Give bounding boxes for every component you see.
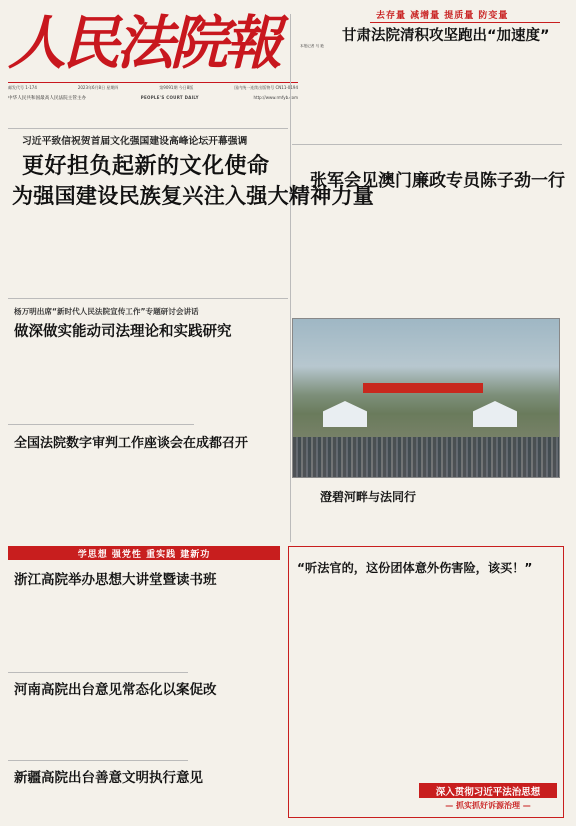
study-section-banner — [8, 546, 280, 560]
gansu-title[interactable]: 甘肃法院清积攻坚跑出“加速度” — [342, 28, 550, 44]
cn-code: 国内统一连续出版物号 CN11-0194 — [234, 85, 298, 90]
masthead — [8, 8, 298, 126]
top-slogan: 去存量 减增量 提质量 防变量 — [376, 11, 509, 21]
vertical-divider — [290, 14, 291, 542]
paper-name-logo: 人民法院報 — [8, 9, 279, 77]
gansu-col-1 — [300, 50, 384, 142]
xi-kicker[interactable]: 习近平致信祝贺首届文化强国建设高峰论坛开幕强调 — [22, 136, 248, 147]
henan-col-2 — [100, 700, 188, 758]
xinjiang-col-2 — [100, 786, 188, 820]
yang-col-1 — [10, 342, 100, 420]
conf-title[interactable]: 全国法院数字审判工作座谈会在成都召开 — [14, 436, 249, 451]
yang-kicker[interactable]: 杨万明出席“新时代人民法院宣传工作”专题研讨会讲话 — [14, 307, 199, 316]
xi-headline-1[interactable]: 更好担负起新的文化使命 — [22, 154, 270, 179]
rule-henan — [8, 672, 188, 673]
zhejiang-title[interactable]: 浙江高院举办思想大讲堂暨读书班 — [14, 572, 217, 588]
gansu-byline: 本报记者 马 艳 — [300, 44, 324, 48]
framed-col-1 — [295, 581, 379, 779]
yang-title[interactable]: 做深做实能动司法理论和实践研究 — [14, 324, 232, 340]
study-banner-text: 学思想 强党性 重实践 建新功 — [77, 549, 211, 560]
framed-article — [288, 546, 564, 818]
henan-col-1 — [10, 700, 96, 758]
henan-title[interactable]: 河南高院出台意见常态化以案促改 — [14, 682, 217, 698]
photo-crowd — [293, 437, 559, 477]
issue-date: 2023年6月8日 星期四 — [77, 85, 119, 90]
rule-yang — [8, 298, 288, 299]
english-name: PEOPLE'S COURT DAILY — [140, 95, 199, 100]
conf-col-2 — [102, 452, 192, 542]
photo-tent — [473, 401, 517, 427]
photo-caption-title[interactable]: 澄碧河畔与法同行 — [320, 490, 417, 504]
gansu-col-2 — [388, 44, 472, 142]
zhejiang-col-1 — [10, 590, 96, 668]
yang-col-2 — [104, 342, 194, 420]
sponsor-line: 中华人民共和国最高人民法院主管主办 — [8, 96, 87, 101]
framed-title[interactable]: “听法官的，这份团体意外伤害险，该买！” — [297, 561, 533, 575]
zhang-title[interactable]: 张军会见澳门廉政专员陈子劲一行 — [310, 171, 565, 191]
conf-col-1 — [10, 452, 98, 542]
website-link[interactable]: http://www.rmfyb.com — [253, 95, 298, 100]
rule-xinjiang — [8, 760, 188, 761]
rule-conf — [8, 424, 194, 425]
xinjiang-col-1 — [10, 786, 96, 820]
photo-caption-text-1 — [294, 504, 386, 542]
zhang-col-1 — [294, 196, 380, 314]
framed-col-2 — [383, 581, 467, 779]
zhang-col-2 — [384, 196, 470, 314]
news-photo — [292, 318, 560, 478]
slogan-rule — [370, 22, 560, 23]
gansu-col-3 — [476, 44, 564, 142]
xi-headline-2[interactable]: 为强国建设民族复兴注入强大精神力量 — [12, 184, 375, 208]
xi-col-2 — [102, 214, 190, 294]
postal-code: 邮发代号 1-174 — [8, 85, 37, 90]
photo-banner — [363, 383, 483, 393]
issue-number: 第9091期 今日8版 — [159, 85, 194, 90]
xi-col-3 — [194, 214, 286, 294]
masthead-meta — [8, 82, 298, 101]
xi-col-1 — [10, 214, 98, 294]
rule-under-masthead — [8, 128, 288, 129]
zhejiang-col-2 — [100, 590, 188, 668]
photo-tent — [323, 401, 367, 427]
framed-bottom-title: 深入贯彻习近平法治思想 — [435, 786, 541, 798]
photo-caption-text-2 — [404, 482, 562, 542]
framed-col-3 — [471, 581, 557, 779]
framed-bottom-subtitle: — 抓实抓好诉源治理 — — [445, 801, 531, 810]
xinjiang-title[interactable]: 新疆高院出台善意文明执行意见 — [14, 770, 203, 786]
zhang-col-3 — [474, 196, 564, 314]
rule-zhang — [292, 144, 562, 145]
framed-bottom-banner — [419, 783, 557, 798]
